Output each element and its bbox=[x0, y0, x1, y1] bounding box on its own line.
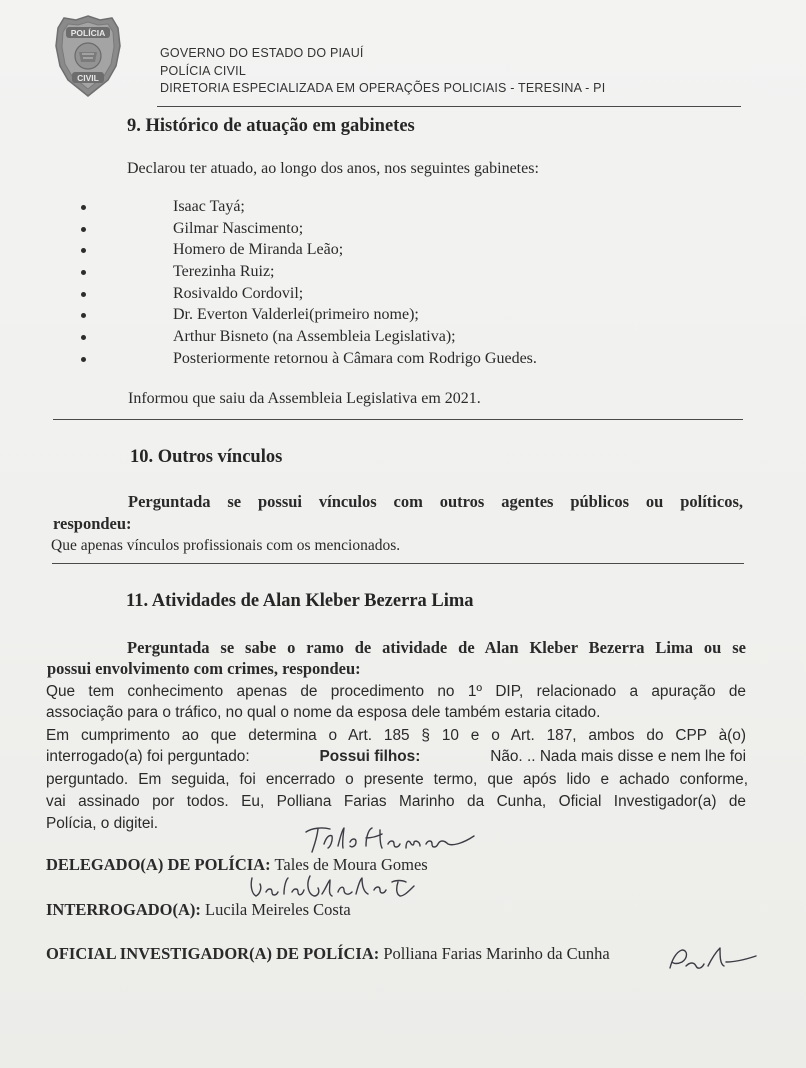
seal-text-top: POLÍCIA bbox=[70, 28, 106, 38]
closing-line3: perguntado. Em seguida, foi encerrado o presente termo, que após lido e achado conforme, bbox=[46, 771, 748, 788]
closing-line2-post: Não. .. Nada mais disse e nem lhe foi bbox=[490, 748, 746, 765]
oficial-signature bbox=[664, 940, 760, 976]
interrogado-label: INTERROGADO(A): bbox=[46, 900, 201, 919]
section11-question-line1: Perguntada se sabe o ramo de atividade de Alan Kleber Bezerra Lima ou se bbox=[127, 638, 746, 657]
header-divider bbox=[157, 106, 741, 107]
closing-line4: vai assinado por todos. Eu, Polliana Farias Marinho da Cunha, Oficial Investigador(a) de bbox=[46, 793, 746, 810]
header-line-government: GOVERNO DO ESTADO DO PIAUÍ bbox=[160, 46, 364, 60]
section9-intro: Declarou ter atuado, ao longo dos anos, nos seguintes gabinetes: bbox=[127, 160, 539, 177]
section10-title: 10. Outros vínculos bbox=[130, 447, 283, 467]
section10-divider bbox=[52, 563, 744, 564]
header-line-directorate: DIRETORIA ESPECIALIZADA EM OPERAÇÕES POLICIAIS - TERESINA - PI bbox=[160, 81, 606, 95]
section9-divider bbox=[53, 419, 743, 420]
list-item: Rosivaldo Cordovil; bbox=[80, 283, 537, 305]
list-item: Posteriormente retornou à Câmara com Rodrigo Guedes. bbox=[80, 348, 537, 370]
section10-answer: Que apenas vínculos profissionais com os mencionados. bbox=[51, 537, 401, 554]
interrogado-signature-line bbox=[46, 900, 752, 920]
interrogado-name: Lucila Meireles Costa bbox=[205, 900, 351, 919]
seal-text-bottom: CIVIL bbox=[77, 73, 99, 83]
delegado-name: Tales de Moura Gomes bbox=[274, 855, 428, 874]
list-item: Isaac Tayá; bbox=[80, 196, 537, 218]
section11-question-line2: possui envolvimento com crimes, respondeu: bbox=[47, 659, 361, 678]
closing-line2-bold: Possui filhos: bbox=[319, 748, 421, 765]
oficial-name: Polliana Farias Marinho da Cunha bbox=[383, 944, 610, 963]
closing-line1: Em cumprimento ao que determina o Art. 185 § 10 e o Art. 187, ambos do CPP à(o) bbox=[46, 727, 746, 744]
section11-title: 11. Atividades de Alan Kleber Bezerra Lima bbox=[126, 591, 474, 611]
list-item: Gilmar Nascimento; bbox=[80, 218, 537, 240]
oficial-signature-line bbox=[46, 944, 752, 964]
header-line-police: POLÍCIA CIVIL bbox=[160, 63, 246, 78]
section11-answer-line1: Que tem conhecimento apenas de procedimento no 1º DIP, relacionado a apuração de bbox=[46, 683, 746, 700]
section9-closing: Informou que saiu da Assembleia Legislativa em 2021. bbox=[128, 390, 481, 407]
list-item: Homero de Miranda Leão; bbox=[80, 239, 537, 261]
section10-question-line1: Perguntada se possui vínculos com outros agentes públicos ou políticos, bbox=[128, 492, 743, 511]
section9-title: 9. Histórico de atuação em gabinetes bbox=[127, 116, 415, 136]
closing-line2-pre: interrogado(a) foi perguntado: bbox=[46, 748, 250, 765]
closing-line5: Polícia, o digitei. bbox=[46, 815, 159, 832]
section10-question-line2: respondeu: bbox=[53, 514, 132, 533]
section11-answer-line2: associação para o tráfico, no qual o nome da esposa dele também estaria citado. bbox=[46, 704, 601, 721]
police-badge-icon bbox=[52, 14, 124, 98]
list-item: Terezinha Ruiz; bbox=[80, 261, 537, 283]
list-item: Dr. Everton Valderlei(primeiro nome); bbox=[80, 304, 537, 326]
delegado-signature bbox=[302, 822, 482, 858]
list-item: Arthur Bisneto (na Assembleia Legislativa); bbox=[80, 326, 537, 348]
delegado-label: DELEGADO(A) DE POLÍCIA: bbox=[46, 855, 271, 874]
closing-line2 bbox=[46, 748, 746, 766]
oficial-label: OFICIAL INVESTIGADOR(A) DE POLÍCIA: bbox=[46, 944, 380, 963]
cabinet-list bbox=[80, 196, 537, 370]
header-institution bbox=[160, 45, 605, 98]
